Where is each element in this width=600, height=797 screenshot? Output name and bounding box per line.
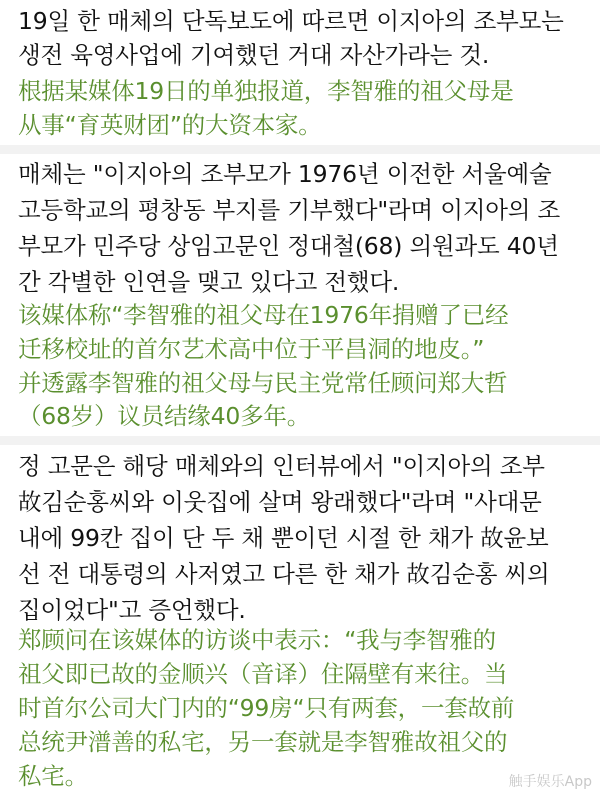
text-line: 郑顾问在该媒体的访谈中表示：“我与李智雅的	[18, 626, 496, 654]
text-line: 时首尔公司大门内的“99房“只有两套，一套故前	[18, 694, 515, 722]
text-line: 私宅。	[18, 762, 88, 790]
section-divider	[0, 145, 600, 154]
chinese-paragraph-2	[0, 296, 600, 434]
text-line: 고등학교의 평창동 부지를 기부했다"라며 이지아의 조	[18, 196, 560, 224]
chinese-paragraph-1	[0, 72, 600, 142]
text-line: 정 고문은 해당 매체와의 인터뷰에서 "이지아의 조부	[18, 452, 545, 480]
korean-paragraph-1	[0, 0, 600, 70]
app-watermark: 触手娱乐App	[508, 774, 592, 790]
text-line: 该媒体称“李智雅的祖父母在1976年捐赠了已经	[18, 301, 509, 329]
text-line: （68岁）议员结缘40多年。	[18, 402, 311, 430]
text-line: 매체는 "이지아의 조부모가 1976년 이전한 서울예술	[18, 160, 552, 188]
text-line: 迁移校址的首尔艺术高中位于平昌洞的地皮。”	[18, 335, 485, 363]
text-line: 19일 한 매체의 단독보도에 따르면 이지아의 조부모는	[18, 7, 564, 35]
text-line: 간 각별한 인연을 맺고 있다고 전했다.	[18, 268, 400, 296]
section-divider	[0, 436, 600, 445]
text-line: 根据某媒体19日的单独报道，李智雅的祖父母是	[18, 77, 514, 105]
text-line: 내에 99칸 집이 단 두 채 뿐이던 시절 한 채가 故윤보	[18, 524, 549, 552]
text-line: 故김순홍씨와 이웃집에 살며 왕래했다"라며 "사대문	[18, 488, 542, 516]
korean-paragraph-3	[0, 445, 600, 623]
korean-paragraph-2	[0, 154, 600, 294]
text-line: 집이었다"고 증언했다.	[18, 596, 246, 624]
text-line: 선 전 대통령의 사저였고 다른 한 채가 故김순홍 씨의	[18, 560, 550, 588]
text-line: 부모가 민주당 상임고문인 정대철(68) 의원과도 40년	[18, 232, 559, 260]
text-line: 总统尹潽善的私宅，另一套就是李智雅故祖父的	[18, 728, 508, 756]
text-line: 祖父即已故的金顺兴（音译）住隔壁有来往。当	[18, 660, 508, 688]
text-line: 생전 육영사업에 기여했던 거대 자산가라는 것.	[18, 41, 490, 69]
text-line: 从事“育英财团”的大资本家。	[18, 111, 322, 139]
text-line: 并透露李智雅的祖父母与民主党常任顾问郑大哲	[18, 369, 508, 397]
